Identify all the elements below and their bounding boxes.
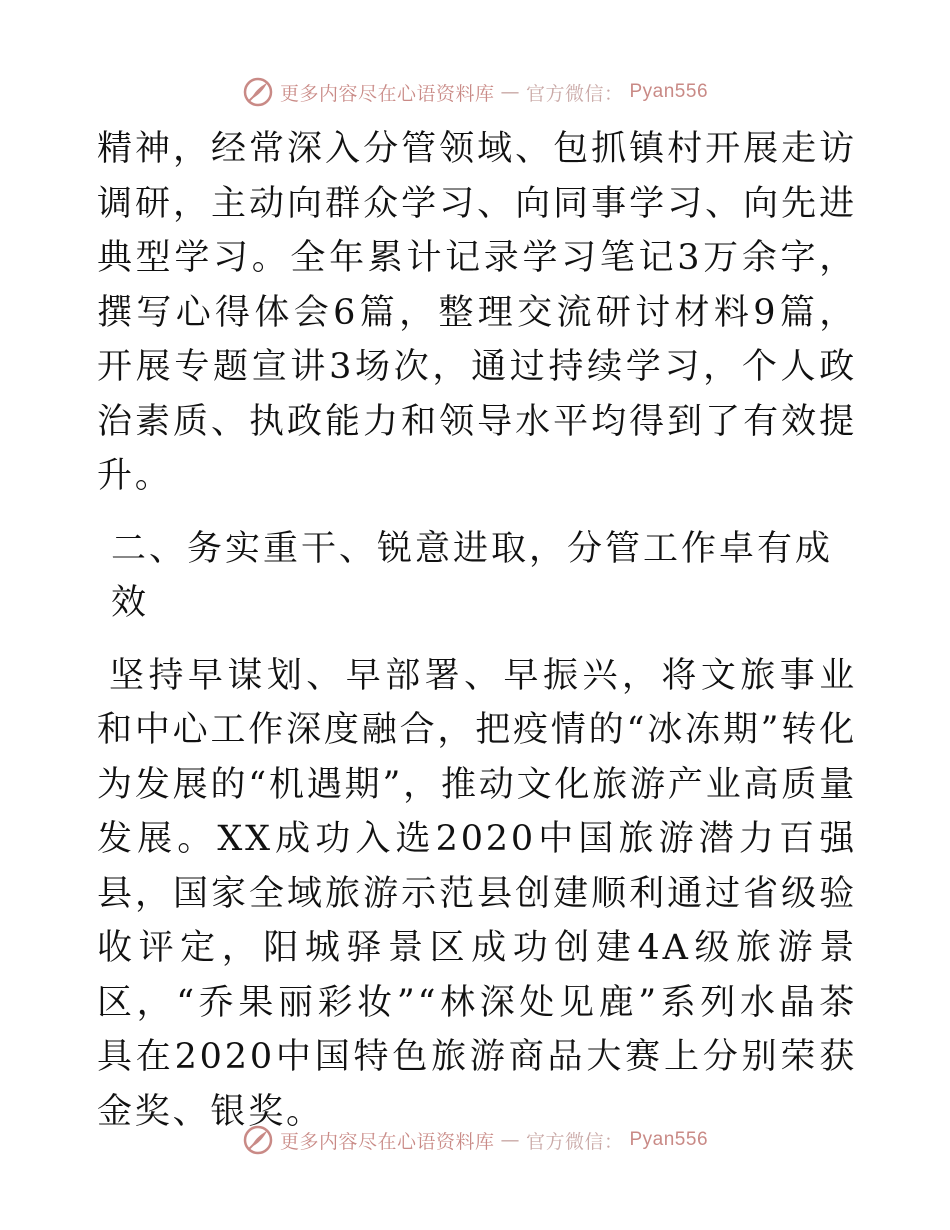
footer-watermark — [0, 1124, 950, 1156]
watermark-wechat-id: Pyan556 — [629, 81, 709, 102]
watermark-dash: — — [500, 81, 520, 103]
paragraph-study-summary: 精神，经常深入分管领域、包抓镇村开展走访调研，主动向群众学习、向同事学习、向先进典型学习。全年累计记录学习笔记3万余字，撰写心得体会6篇，整理交流研讨材料9篇，开展专题宣讲3场次，通过持续学习，个人政治素质、执政能力和领导水平均得到了有效提升。 — [97, 129, 857, 496]
section-heading-2: 二、务实重干、锐意进取，分管工作卓有成效 — [111, 528, 834, 623]
feather-pen-logo-icon — [242, 1124, 274, 1156]
watermark-library-text: 更多内容尽在心语资料库 — [279, 1130, 495, 1153]
watermark-wechat-id: Pyan556 — [629, 1129, 709, 1150]
watermark-dash: — — [500, 1129, 520, 1151]
document-body — [97, 122, 857, 1139]
header-watermark — [0, 76, 950, 108]
paragraph-tourism-achievements: 坚持早谋划、早部署、早振兴，将文旅事业和中心工作深度融合，把疫情的“冰冻期”转化为发展的“机遇期”，推动文化旅游产业高质量发展。XX成功入选2020中国旅游潜力百强县，国家全域旅游示范县创建顺利通过省级验收评定，阳城驿景区成功创建4A级旅游景区，“乔果丽彩妆”“林深处见鹿”系列水晶茶具在2020中国特色旅游商品大赛上分别荣获金奖、银奖。 — [97, 655, 857, 1132]
feather-pen-logo-icon — [242, 76, 274, 108]
watermark-library-text: 更多内容尽在心语资料库 — [279, 82, 495, 105]
watermark-wechat-label: 官方微信： — [525, 82, 624, 105]
watermark-wechat-label: 官方微信： — [525, 1130, 624, 1153]
